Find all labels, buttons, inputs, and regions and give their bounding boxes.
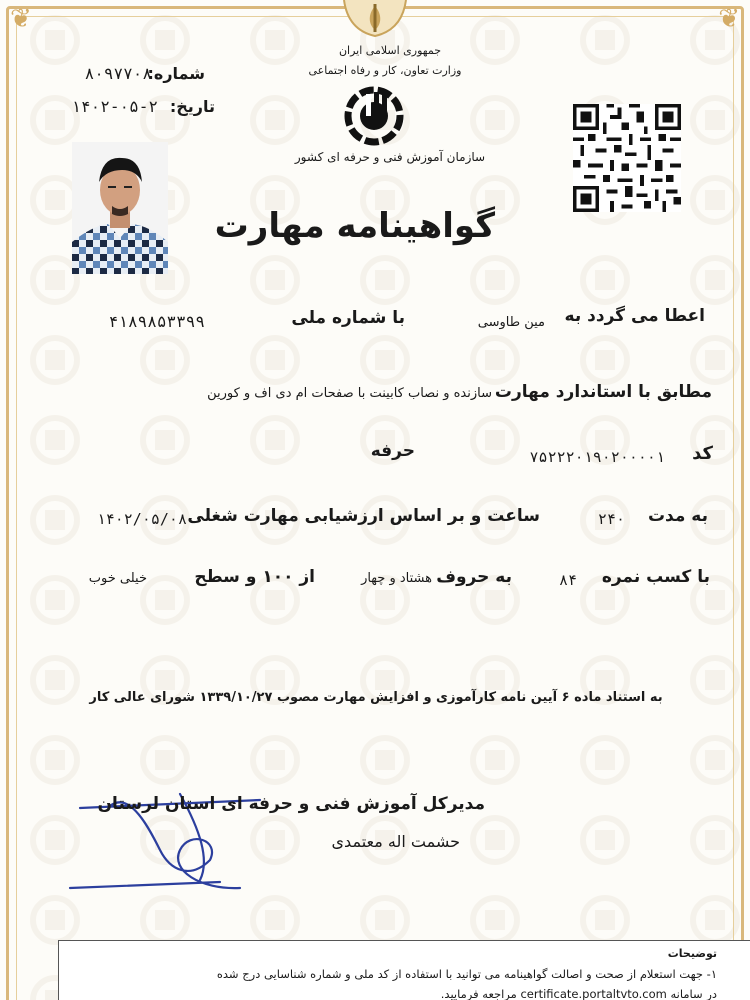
corner-ornament-icon: ❦	[718, 4, 740, 34]
notes-heading: توضیحات	[667, 947, 717, 960]
standard-label: مطابق با استاندارد مهارت	[494, 382, 712, 402]
score-label: با کسب نمره	[601, 567, 710, 587]
tvto-logo-icon	[340, 86, 408, 146]
signatory-title: مدیرکل آموزش فنی و حرفه ای استان لرستان	[97, 794, 485, 814]
duration-value: ۲۴۰	[597, 510, 625, 528]
qr-code-icon	[572, 104, 682, 212]
standard-value: سازنده و نصاب کابینت با صفحات ام دی اف و کورین	[207, 386, 492, 401]
craft-label: حرفه	[370, 441, 415, 461]
code-value: ۷۵۲۲۲۰۱۹۰۲۰۰۰۰۱	[529, 448, 665, 466]
signature-scribble	[60, 770, 320, 900]
national-id-label: با شماره ملی	[291, 308, 405, 328]
date-value: ۱۴۰۲-۰۵-۲	[71, 97, 158, 116]
org-line-2: وزارت تعاون، کار و رفاه اجتماعی	[308, 64, 462, 77]
iran-emblem-icon	[338, 0, 412, 38]
score-letters: هشتاد و چهار	[361, 571, 432, 586]
notes-line-1: ۱- جهت استعلام از صحت و اصالت گواهینامه می توانید با استفاده از کد ملی و شماره شناسایی درج شده	[216, 967, 717, 981]
holder-photo	[72, 142, 168, 274]
notes-line-2: در سامانه certificate.portaltvto.com مراجعه فرمایید.	[440, 987, 717, 1000]
hours-label: ساعت و بر اساس ارزشیابی مهارت شغلی	[187, 506, 540, 526]
scale-label: از ۱۰۰ و سطح	[194, 567, 315, 587]
date-label: تاریخ:	[169, 97, 215, 116]
corner-ornament-icon: ❦	[10, 4, 32, 34]
holder-name: مین طاوسی	[477, 315, 545, 330]
number-value: ۸۰۹۷۷۰۸	[84, 64, 152, 83]
granted-label: اعطا می گردد به	[564, 306, 705, 326]
page-title: گواهینامه مهارت	[214, 206, 495, 246]
number-label: شماره:	[147, 64, 205, 83]
code-label: کد	[692, 443, 713, 464]
duration-label: به مدت	[647, 506, 708, 526]
notes-box	[58, 940, 750, 1000]
level-value: خیلی خوب	[88, 571, 147, 586]
assessment-date: ۱۴۰۲/۰۵/۰۸	[96, 510, 187, 528]
org-line-3: سازمان آموزش فنی و حرفه ای کشور	[294, 150, 486, 164]
org-line-1: جمهوری اسلامی ایران	[338, 44, 442, 57]
article-reference: به استناد ماده ۶ آیین نامه کارآموزی و افزایش مهارت مصوب ۱۳۳۹/۱۰/۲۷ شورای عالی کار	[89, 690, 663, 705]
national-id: ۴۱۸۹۸۵۳۳۹۹	[108, 312, 205, 331]
letters-label: به حروف	[436, 567, 512, 587]
signatory-name: حشمت اله معتمدی	[331, 832, 460, 851]
score-value: ۸۴	[558, 571, 577, 589]
